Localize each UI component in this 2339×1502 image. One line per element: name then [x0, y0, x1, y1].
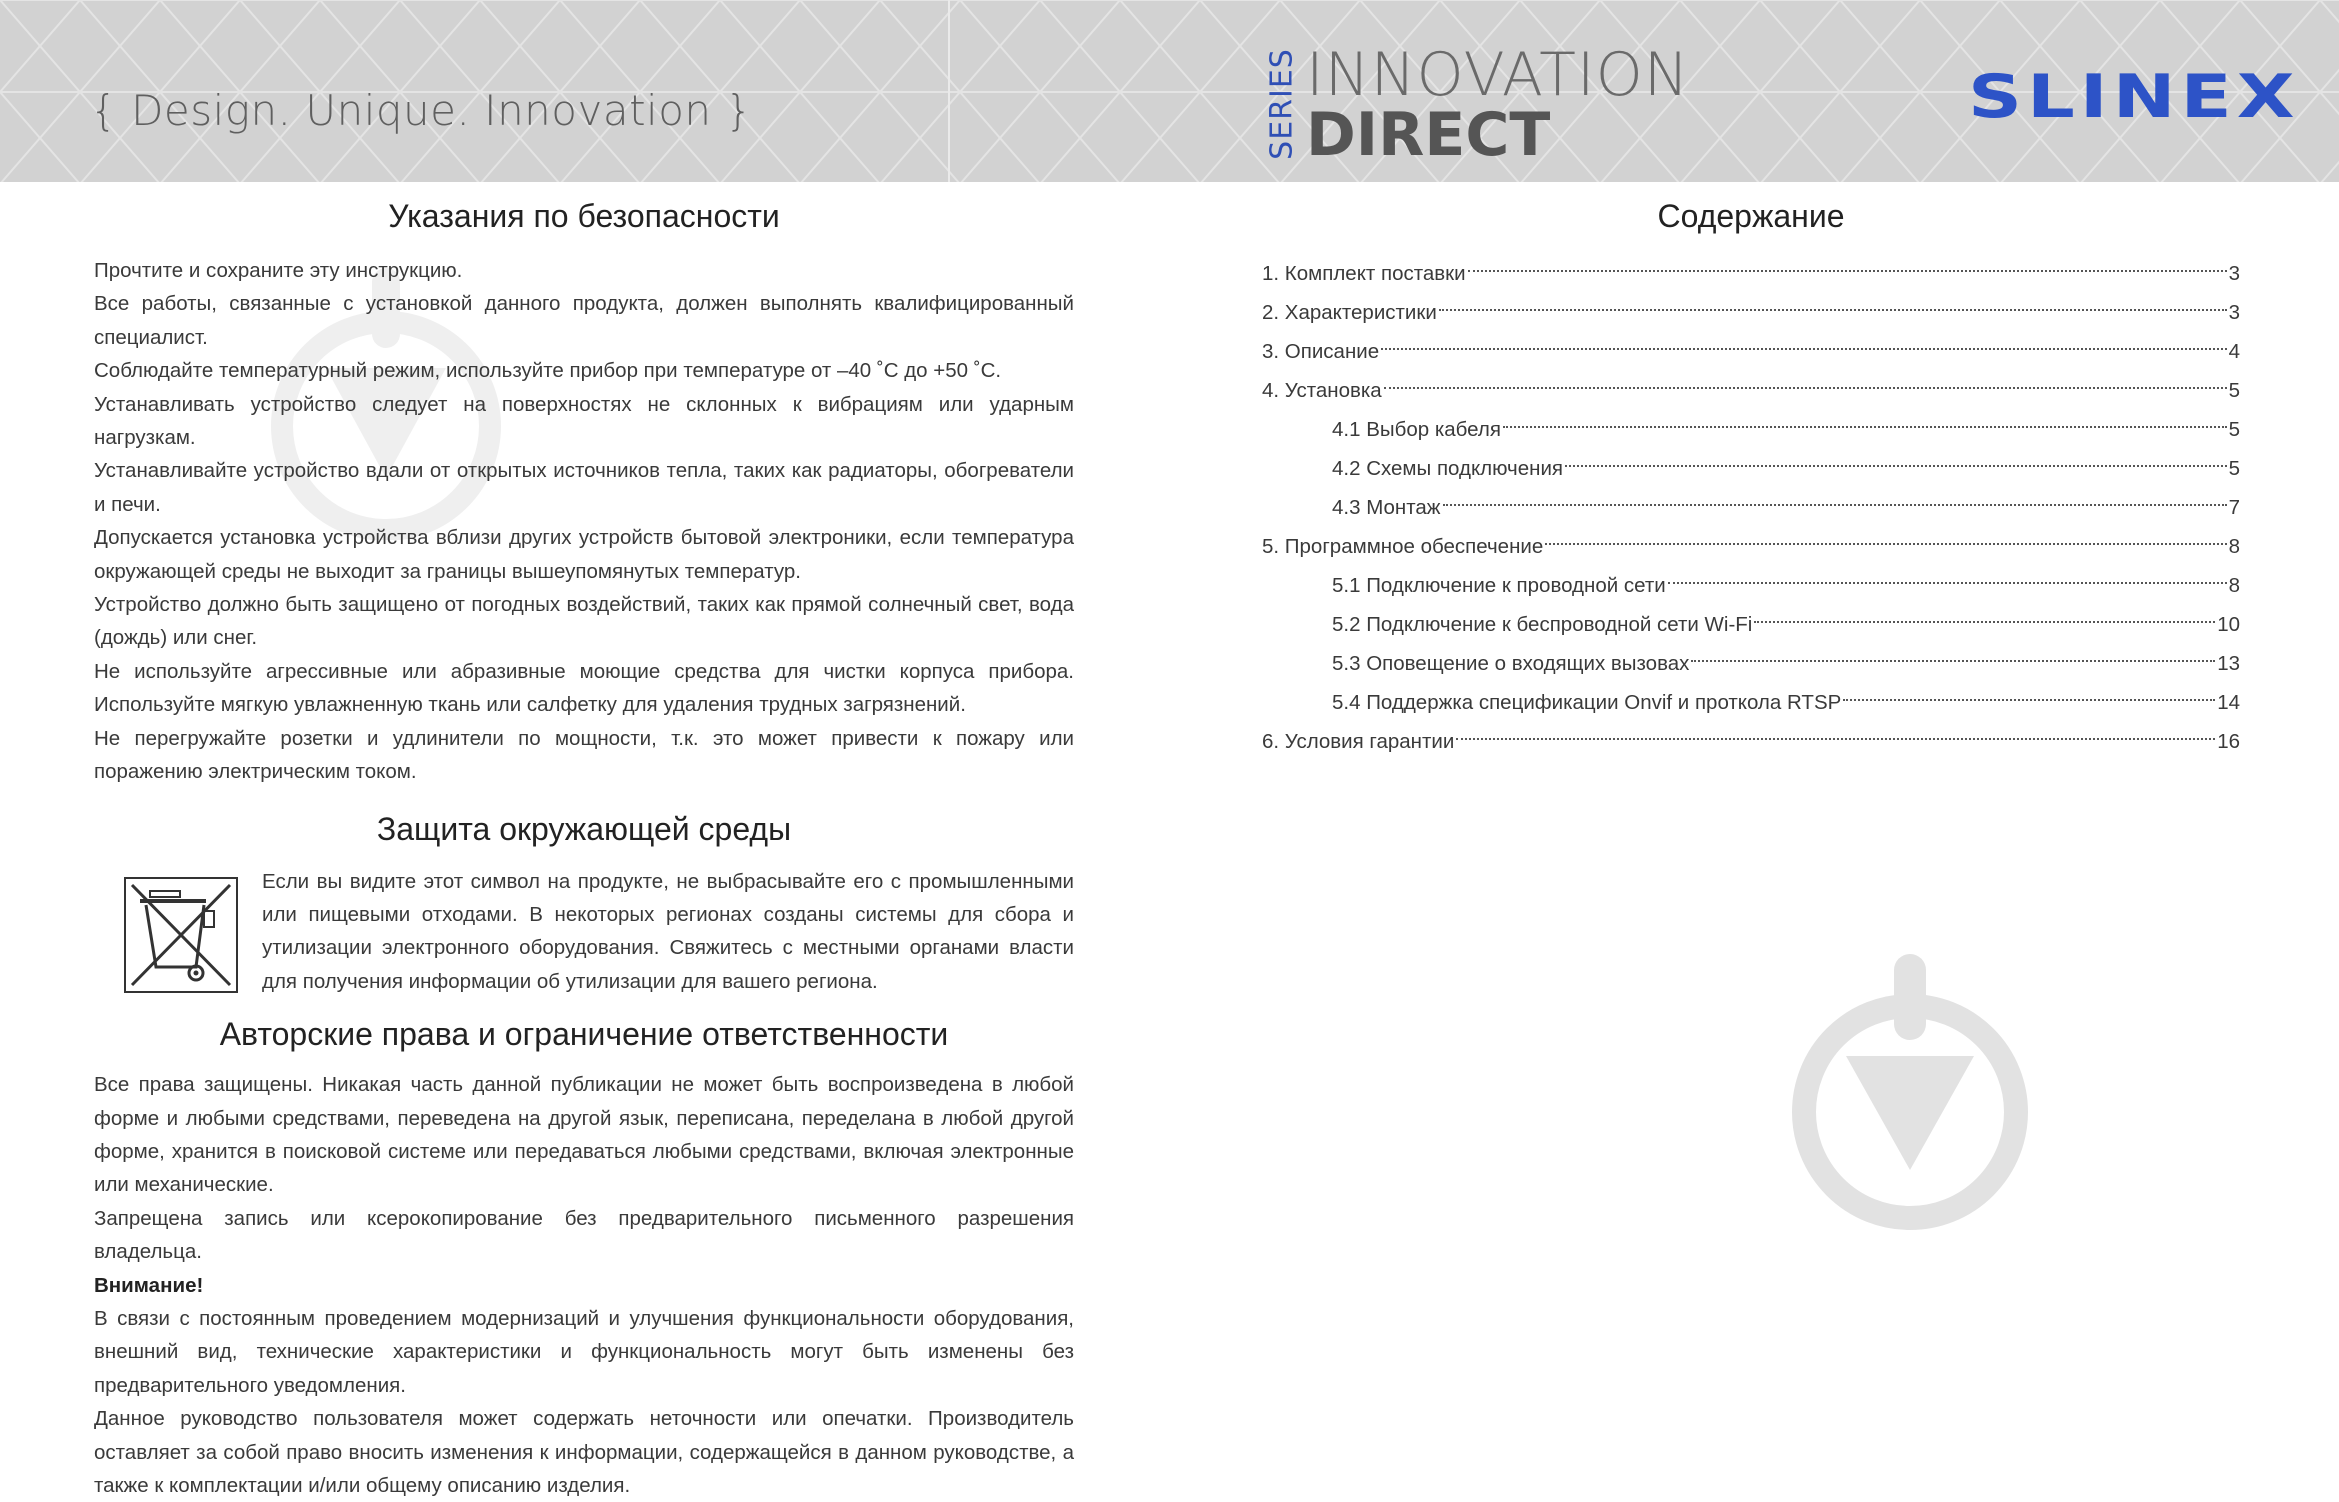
environment-text: Если вы видите этот символ на продукте, не выбрасывайте его с промышленными или пищевыми отходами. В некоторых регионах созданы системы для сбора и утилизации электронного оборудования. Свяжитесь с местными органами власти для получения информации об утилизации для вашего региона. [262, 869, 1074, 993]
header-band [0, 0, 2339, 182]
series-name-top: INNOVATION [1306, 40, 1690, 110]
attention-label: Внимание! [94, 1273, 204, 1297]
crossed-out-wheelie-bin-icon [124, 877, 238, 993]
toc-item[interactable]: 1. Комплект поставки 3 [1262, 262, 2240, 285]
toc-subitem[interactable]: 4.3 Монтаж 7 [1332, 496, 2240, 519]
safety-instructions [94, 254, 1074, 789]
safety-paragraph: Не используйте агрессивные или абразивные моющие средства для чистки корпуса прибора. Используйте мягкую увлажненную ткань или салфетку для удаления трудных загрязнений. [94, 659, 1074, 717]
series-name-bottom: DIRECT [1306, 100, 1551, 170]
safety-paragraph: Не перегружайте розетки и удлинители по мощности, т.к. это может привести к пожару или поражению электрическим током. [94, 726, 1074, 784]
safety-title: Указания по безопасности [388, 198, 780, 234]
safety-paragraph: Устанавливать устройство следует на поверхностях не склонных к вибрациям или ударным нагрузкам. [94, 392, 1074, 450]
safety-paragraph: Устройство должно быть защищено от погодных воздействий, таких как прямой солнечный свет, вода (дождь) или снег. [94, 593, 1074, 650]
left-column [94, 190, 1074, 1502]
safety-paragraph: Устанавливайте устройство вдали от открытых источников тепла, таких как радиаторы, обогреватели и печи. [94, 459, 1074, 516]
toc-subitem[interactable]: 5.4 Поддержка спецификации Onvif и проткола RTSP 14 [1332, 691, 2240, 714]
toc-subitem[interactable]: 4.1 Выбор кабеля 5 [1332, 418, 2240, 441]
series-label: SERIES [1264, 48, 1300, 160]
toc-subitem[interactable]: 4.2 Схемы подключения 5 [1332, 457, 2240, 480]
environment-section [94, 865, 1074, 999]
toc-subitem[interactable]: 5.1 Подключение к проводной сети 8 [1332, 574, 2240, 597]
safety-paragraph: Соблюдайте температурный режим, используйте прибор при температуре от –40 ˚С до +50 ˚С. [94, 359, 1002, 383]
toc-item[interactable]: 6. Условия гарантии 16 [1262, 730, 2240, 753]
watermark-right-icon [1792, 954, 2028, 1234]
toc-item[interactable]: 2. Характеристики 3 [1262, 301, 2240, 324]
header-slogan: { Design. Unique. Innovation } [90, 86, 753, 135]
table-of-contents [1262, 254, 2240, 761]
toc-item[interactable]: 5. Программное обеспечение 8 [1262, 535, 2240, 558]
copyright-section [94, 1068, 1074, 1502]
copyright-paragraph: Все права защищены. Никакая часть данной публикации не может быть воспроизведена в любой форме и любыми средствами, переведена на другой язык, переписана, переделана в любой другой форме, хранится в поисковой системе или передаваться любыми средствами, включая электронные или механические. [94, 1073, 1074, 1197]
copyright-paragraph: В связи с постоянным проведением модернизаций и улучшения функциональности оборудования, внешний вид, технические характеристики и функциональность могут быть изменены без предварительного уведомления. [94, 1306, 1074, 1397]
safety-paragraph: Все работы, связанные с установкой данного продукта, должен выполнять квалифицированный специалист. [94, 292, 1074, 349]
safety-paragraph: Прочтите и сохраните эту инструкцию. [94, 259, 463, 282]
right-column [1262, 190, 2240, 761]
copyright-paragraph: Данное руководство пользователя может содержать неточности или опечатки. Производитель оставляет за собой право вносить изменения к информации, содержащейся в данном руководстве, а также к комплектации и/или общему описанию изделия. [94, 1407, 1074, 1497]
toc-item[interactable]: 3. Описание 4 [1262, 340, 2240, 363]
copyright-title: Авторские права и ограничение ответственности [219, 1016, 949, 1053]
safety-paragraph: Допускается установка устройства вблизи других устройств бытовой электроники, если температура окружающей среды не выходит за границы вышеупомянутых температур. [94, 526, 1074, 583]
header-divider [948, 0, 950, 182]
toc-item[interactable]: 4. Установка 5 [1262, 379, 2240, 402]
copyright-paragraph: Запрещена запись или ксерокопирование без предварительного письменного разрешения владельца. [94, 1206, 1074, 1264]
contents-title: Содержание [1657, 198, 1845, 234]
toc-subitem[interactable]: 5.2 Подключение к беспроводной сети Wi-Fi 10 [1332, 613, 2240, 636]
toc-subitem[interactable]: 5.3 Оповещение о входящих вызовах 13 [1332, 652, 2240, 675]
environment-title: Защита окружающей среды [376, 810, 792, 847]
brand-logo: SLINEX [1968, 62, 2300, 132]
